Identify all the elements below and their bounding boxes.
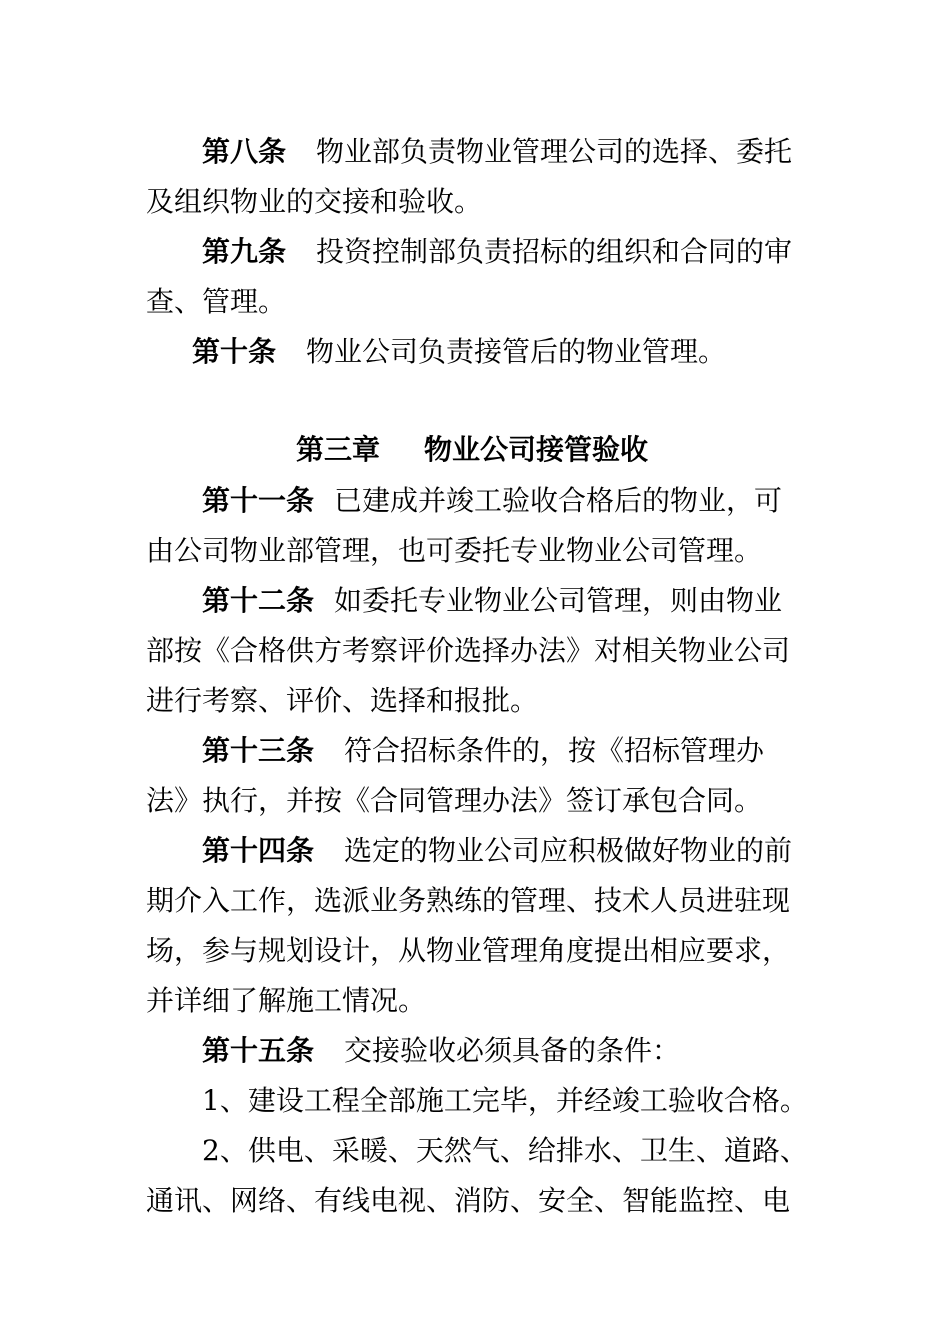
article-9-line-1 [202, 232, 792, 272]
article-13-line-1 [202, 731, 764, 771]
article-15-item-2-line-2: 通讯、网络、有线电视、消防、安全、智能监控、电 [146, 1184, 791, 1217]
article-8-text-1: 物业部负责物业管理公司的选择、委托 [316, 135, 793, 168]
article-14-text-1: 选定的物业公司应积极做好物业的前 [344, 834, 793, 867]
article-14-line-1 [202, 831, 792, 871]
article-15-line-1 [202, 1031, 680, 1071]
article-15-item-1: 1、建设工程全部施工完毕，并经竣工验收合格。 [202, 1084, 808, 1117]
article-12-line-3: 进行考察、评价、选择和报批。 [146, 684, 539, 717]
article-10-text-1: 物业公司负责接管后的物业管理。 [306, 335, 727, 368]
article-11-line-1 [202, 481, 782, 521]
chapter-title [296, 430, 648, 470]
article-8-heading: 第八条 [202, 135, 287, 168]
article-12-heading: 第十二条 [202, 584, 315, 617]
article-12-line-1 [202, 581, 782, 621]
article-15-item-2-line-1: 2、供电、采暖、天然气、给排水、卫生、道路、 [202, 1134, 808, 1167]
article-10-line-1 [192, 332, 726, 372]
article-14-line-3: 场，参与规划设计，从物业管理角度提出相应要求， [146, 934, 791, 967]
article-11-line-2: 由公司物业部管理，也可委托专业物业公司管理。 [146, 534, 763, 567]
article-12-text-1: 如委托专业物业公司管理，则由物业 [334, 584, 783, 617]
article-9-line-2: 查、管理。 [146, 285, 287, 318]
article-11-heading: 第十一条 [202, 484, 315, 517]
article-9-text-1: 投资控制部负责招标的组织和合同的审 [316, 235, 793, 268]
article-13-heading: 第十三条 [202, 734, 315, 767]
article-15-text-1: 交接验收必须具备的条件： [344, 1034, 681, 1067]
article-15-heading: 第十五条 [202, 1034, 315, 1067]
article-9-heading: 第九条 [202, 235, 287, 268]
chapter-name: 物业公司接管验收 [424, 433, 649, 466]
article-8-line-1 [202, 132, 792, 172]
article-13-line-2: 法》执行，并按《合同管理办法》签订承包合同。 [146, 784, 763, 817]
article-8-line-2: 及组织物业的交接和验收。 [146, 185, 483, 218]
article-14-heading: 第十四条 [202, 834, 315, 867]
article-12-line-2: 部按《合格供方考察评价选择办法》对相关物业公司 [146, 634, 791, 667]
article-10-heading: 第十条 [192, 335, 277, 368]
chapter-number: 第三章 [296, 433, 381, 466]
article-14-line-4: 并详细了解施工情况。 [146, 984, 427, 1017]
article-11-text-1: 已建成并竣工验收合格后的物业，可 [334, 484, 783, 517]
article-13-text-1: 符合招标条件的，按《招标管理办 [344, 734, 765, 767]
article-14-line-2: 期介入工作，选派业务熟练的管理、技术人员进驻现 [146, 884, 791, 917]
